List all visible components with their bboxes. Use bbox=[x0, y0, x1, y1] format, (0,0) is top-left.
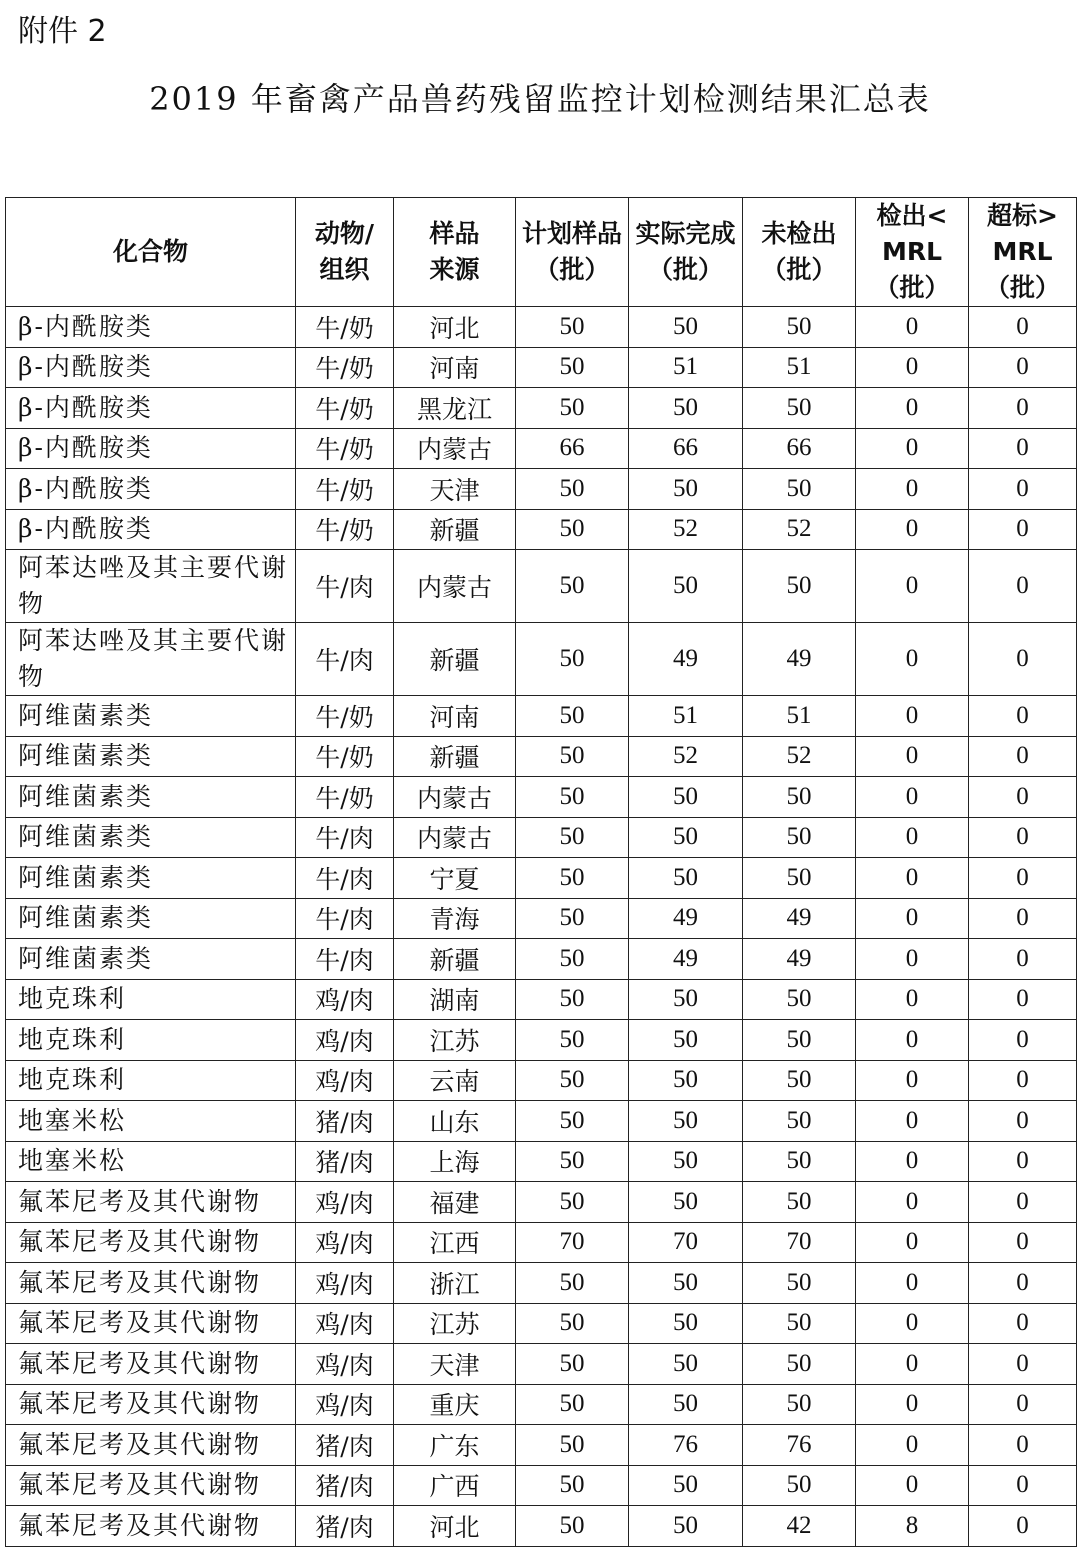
cell-source: 江苏 bbox=[394, 1303, 516, 1344]
table-row bbox=[6, 388, 1077, 429]
cell-actual: 49 bbox=[629, 623, 743, 696]
cell-actual: 49 bbox=[629, 939, 743, 980]
cell-actual: 51 bbox=[629, 696, 743, 737]
header-compound: 化合物 bbox=[6, 198, 296, 307]
cell-above-mrl: 0 bbox=[969, 736, 1077, 777]
cell-source: 河北 bbox=[394, 307, 516, 348]
cell-source: 广西 bbox=[394, 1465, 516, 1506]
table-row bbox=[6, 1020, 1077, 1061]
table-row bbox=[6, 428, 1077, 469]
cell-actual: 52 bbox=[629, 509, 743, 550]
cell-not-detected: 51 bbox=[743, 347, 856, 388]
table-row bbox=[6, 550, 1077, 623]
cell-not-detected: 50 bbox=[743, 1384, 856, 1425]
cell-below-mrl: 0 bbox=[856, 696, 969, 737]
cell-planned: 50 bbox=[516, 550, 629, 623]
cell-compound: 地塞米松 bbox=[6, 1141, 296, 1182]
header-not-detected: 未检出（批） bbox=[743, 198, 856, 307]
table-row bbox=[6, 898, 1077, 939]
cell-planned: 50 bbox=[516, 898, 629, 939]
cell-animal: 鸡/肉 bbox=[296, 1263, 394, 1304]
cell-planned: 50 bbox=[516, 777, 629, 818]
cell-compound: 氟苯尼考及其代谢物 bbox=[6, 1182, 296, 1223]
cell-compound: 地克珠利 bbox=[6, 1060, 296, 1101]
header-animal: 动物/组织 bbox=[296, 198, 394, 307]
cell-above-mrl: 0 bbox=[969, 858, 1077, 899]
cell-source: 内蒙古 bbox=[394, 777, 516, 818]
cell-planned: 50 bbox=[516, 696, 629, 737]
cell-compound: 氟苯尼考及其代谢物 bbox=[6, 1263, 296, 1304]
cell-animal: 猪/肉 bbox=[296, 1425, 394, 1466]
cell-planned: 50 bbox=[516, 469, 629, 510]
cell-below-mrl: 0 bbox=[856, 817, 969, 858]
cell-above-mrl: 0 bbox=[969, 777, 1077, 818]
cell-actual: 49 bbox=[629, 898, 743, 939]
cell-planned: 50 bbox=[516, 509, 629, 550]
cell-source: 重庆 bbox=[394, 1384, 516, 1425]
cell-above-mrl: 0 bbox=[969, 1506, 1077, 1547]
cell-above-mrl: 0 bbox=[969, 939, 1077, 980]
cell-source: 新疆 bbox=[394, 623, 516, 696]
cell-below-mrl: 0 bbox=[856, 1344, 969, 1385]
cell-below-mrl: 0 bbox=[856, 1182, 969, 1223]
cell-actual: 50 bbox=[629, 1344, 743, 1385]
table-row bbox=[6, 1222, 1077, 1263]
cell-actual: 50 bbox=[629, 777, 743, 818]
cell-animal: 牛/奶 bbox=[296, 347, 394, 388]
cell-below-mrl: 0 bbox=[856, 898, 969, 939]
cell-actual: 50 bbox=[629, 1182, 743, 1223]
cell-not-detected: 51 bbox=[743, 696, 856, 737]
table-row bbox=[6, 858, 1077, 899]
cell-below-mrl: 0 bbox=[856, 777, 969, 818]
cell-animal: 牛/奶 bbox=[296, 428, 394, 469]
cell-above-mrl: 0 bbox=[969, 1465, 1077, 1506]
table-row bbox=[6, 307, 1077, 348]
cell-not-detected: 66 bbox=[743, 428, 856, 469]
cell-animal: 牛/奶 bbox=[296, 509, 394, 550]
cell-actual: 51 bbox=[629, 347, 743, 388]
cell-animal: 牛/肉 bbox=[296, 939, 394, 980]
table-row bbox=[6, 1506, 1077, 1547]
cell-planned: 50 bbox=[516, 939, 629, 980]
table-row bbox=[6, 1141, 1077, 1182]
header-above-mrl: 超标>MRL（批） bbox=[969, 198, 1077, 307]
cell-source: 青海 bbox=[394, 898, 516, 939]
cell-below-mrl: 0 bbox=[856, 509, 969, 550]
cell-above-mrl: 0 bbox=[969, 1263, 1077, 1304]
cell-planned: 66 bbox=[516, 428, 629, 469]
cell-compound: β-内酰胺类 bbox=[6, 469, 296, 510]
cell-source: 河南 bbox=[394, 696, 516, 737]
cell-source: 湖南 bbox=[394, 979, 516, 1020]
cell-above-mrl: 0 bbox=[969, 307, 1077, 348]
cell-compound: 阿维菌素类 bbox=[6, 736, 296, 777]
cell-below-mrl: 0 bbox=[856, 428, 969, 469]
cell-not-detected: 50 bbox=[743, 1303, 856, 1344]
cell-not-detected: 50 bbox=[743, 550, 856, 623]
attachment-label: 附件 2 bbox=[18, 14, 107, 49]
cell-below-mrl: 0 bbox=[856, 1101, 969, 1142]
cell-compound: 阿苯达唑及其主要代谢物 bbox=[6, 550, 296, 623]
cell-source: 江苏 bbox=[394, 1020, 516, 1061]
cell-actual: 50 bbox=[629, 1465, 743, 1506]
cell-below-mrl: 0 bbox=[856, 1384, 969, 1425]
cell-below-mrl: 0 bbox=[856, 736, 969, 777]
cell-above-mrl: 0 bbox=[969, 1303, 1077, 1344]
cell-above-mrl: 0 bbox=[969, 509, 1077, 550]
cell-not-detected: 42 bbox=[743, 1506, 856, 1547]
cell-above-mrl: 0 bbox=[969, 1384, 1077, 1425]
cell-source: 浙江 bbox=[394, 1263, 516, 1304]
cell-above-mrl: 0 bbox=[969, 898, 1077, 939]
cell-compound: 地塞米松 bbox=[6, 1101, 296, 1142]
page-title: 2019 年畜禽产品兽药残留监控计划检测结果汇总表 bbox=[149, 80, 931, 118]
cell-below-mrl: 0 bbox=[856, 469, 969, 510]
cell-animal: 猪/肉 bbox=[296, 1101, 394, 1142]
cell-planned: 50 bbox=[516, 1425, 629, 1466]
header-planned: 计划样品（批） bbox=[516, 198, 629, 307]
cell-actual: 50 bbox=[629, 1263, 743, 1304]
cell-compound: 阿维菌素类 bbox=[6, 898, 296, 939]
cell-actual: 50 bbox=[629, 388, 743, 429]
cell-actual: 50 bbox=[629, 469, 743, 510]
cell-animal: 鸡/肉 bbox=[296, 1222, 394, 1263]
cell-planned: 50 bbox=[516, 1141, 629, 1182]
cell-not-detected: 50 bbox=[743, 1141, 856, 1182]
cell-not-detected: 52 bbox=[743, 509, 856, 550]
cell-animal: 鸡/肉 bbox=[296, 1060, 394, 1101]
cell-planned: 50 bbox=[516, 817, 629, 858]
table-row bbox=[6, 1101, 1077, 1142]
cell-planned: 50 bbox=[516, 1263, 629, 1304]
cell-planned: 50 bbox=[516, 979, 629, 1020]
cell-not-detected: 50 bbox=[743, 1020, 856, 1061]
cell-not-detected: 50 bbox=[743, 1465, 856, 1506]
cell-source: 新疆 bbox=[394, 509, 516, 550]
cell-animal: 牛/肉 bbox=[296, 898, 394, 939]
cell-not-detected: 52 bbox=[743, 736, 856, 777]
cell-below-mrl: 0 bbox=[856, 1465, 969, 1506]
cell-below-mrl: 0 bbox=[856, 623, 969, 696]
cell-not-detected: 50 bbox=[743, 1060, 856, 1101]
cell-actual: 50 bbox=[629, 1060, 743, 1101]
cell-below-mrl: 0 bbox=[856, 1020, 969, 1061]
cell-compound: β-内酰胺类 bbox=[6, 428, 296, 469]
cell-actual: 50 bbox=[629, 817, 743, 858]
cell-above-mrl: 0 bbox=[969, 696, 1077, 737]
cell-source: 宁夏 bbox=[394, 858, 516, 899]
table-row bbox=[6, 1182, 1077, 1223]
cell-below-mrl: 0 bbox=[856, 1425, 969, 1466]
header-below-mrl: 检出<MRL（批） bbox=[856, 198, 969, 307]
cell-planned: 50 bbox=[516, 1182, 629, 1223]
cell-not-detected: 50 bbox=[743, 817, 856, 858]
table-row bbox=[6, 509, 1077, 550]
cell-animal: 牛/奶 bbox=[296, 696, 394, 737]
cell-planned: 50 bbox=[516, 623, 629, 696]
cell-not-detected: 50 bbox=[743, 1182, 856, 1223]
cell-animal: 鸡/肉 bbox=[296, 1344, 394, 1385]
cell-source: 山东 bbox=[394, 1101, 516, 1142]
table-row bbox=[6, 939, 1077, 980]
cell-compound: 地克珠利 bbox=[6, 1020, 296, 1061]
cell-not-detected: 49 bbox=[743, 898, 856, 939]
cell-not-detected: 49 bbox=[743, 939, 856, 980]
cell-animal: 鸡/肉 bbox=[296, 1020, 394, 1061]
cell-animal: 鸡/肉 bbox=[296, 1384, 394, 1425]
table-row bbox=[6, 347, 1077, 388]
cell-compound: β-内酰胺类 bbox=[6, 388, 296, 429]
cell-planned: 50 bbox=[516, 388, 629, 429]
cell-compound: 氟苯尼考及其代谢物 bbox=[6, 1344, 296, 1385]
cell-above-mrl: 0 bbox=[969, 1101, 1077, 1142]
cell-actual: 50 bbox=[629, 1303, 743, 1344]
cell-animal: 鸡/肉 bbox=[296, 1303, 394, 1344]
cell-source: 天津 bbox=[394, 469, 516, 510]
cell-animal: 鸡/肉 bbox=[296, 1182, 394, 1223]
cell-compound: 氟苯尼考及其代谢物 bbox=[6, 1506, 296, 1547]
cell-above-mrl: 0 bbox=[969, 623, 1077, 696]
cell-planned: 50 bbox=[516, 1344, 629, 1385]
cell-actual: 52 bbox=[629, 736, 743, 777]
cell-actual: 50 bbox=[629, 1141, 743, 1182]
cell-animal: 牛/奶 bbox=[296, 736, 394, 777]
cell-not-detected: 50 bbox=[743, 307, 856, 348]
cell-above-mrl: 0 bbox=[969, 1060, 1077, 1101]
cell-below-mrl: 0 bbox=[856, 1303, 969, 1344]
cell-planned: 50 bbox=[516, 307, 629, 348]
cell-compound: 阿维菌素类 bbox=[6, 777, 296, 818]
table-row bbox=[6, 1060, 1077, 1101]
cell-planned: 50 bbox=[516, 1101, 629, 1142]
cell-above-mrl: 0 bbox=[969, 469, 1077, 510]
cell-not-detected: 50 bbox=[743, 1101, 856, 1142]
cell-below-mrl: 8 bbox=[856, 1506, 969, 1547]
cell-planned: 50 bbox=[516, 736, 629, 777]
table-row bbox=[6, 736, 1077, 777]
table-body bbox=[6, 307, 1077, 1547]
cell-source: 内蒙古 bbox=[394, 550, 516, 623]
cell-above-mrl: 0 bbox=[969, 347, 1077, 388]
cell-not-detected: 50 bbox=[743, 388, 856, 429]
cell-compound: 阿维菌素类 bbox=[6, 939, 296, 980]
table-row bbox=[6, 1465, 1077, 1506]
table-row bbox=[6, 1303, 1077, 1344]
cell-above-mrl: 0 bbox=[969, 550, 1077, 623]
cell-animal: 牛/肉 bbox=[296, 550, 394, 623]
cell-actual: 50 bbox=[629, 1506, 743, 1547]
cell-above-mrl: 0 bbox=[969, 1182, 1077, 1223]
table-row bbox=[6, 623, 1077, 696]
cell-compound: 地克珠利 bbox=[6, 979, 296, 1020]
cell-actual: 50 bbox=[629, 307, 743, 348]
table-row bbox=[6, 979, 1077, 1020]
cell-below-mrl: 0 bbox=[856, 388, 969, 429]
cell-actual: 50 bbox=[629, 1101, 743, 1142]
cell-source: 江西 bbox=[394, 1222, 516, 1263]
cell-below-mrl: 0 bbox=[856, 1141, 969, 1182]
cell-compound: 氟苯尼考及其代谢物 bbox=[6, 1425, 296, 1466]
cell-actual: 50 bbox=[629, 1020, 743, 1061]
cell-compound: 氟苯尼考及其代谢物 bbox=[6, 1384, 296, 1425]
cell-animal: 牛/肉 bbox=[296, 817, 394, 858]
cell-actual: 76 bbox=[629, 1425, 743, 1466]
cell-animal: 猪/肉 bbox=[296, 1506, 394, 1547]
cell-not-detected: 49 bbox=[743, 623, 856, 696]
cell-planned: 50 bbox=[516, 1060, 629, 1101]
table-row bbox=[6, 469, 1077, 510]
table-row bbox=[6, 817, 1077, 858]
cell-actual: 50 bbox=[629, 979, 743, 1020]
cell-animal: 猪/肉 bbox=[296, 1465, 394, 1506]
cell-below-mrl: 0 bbox=[856, 307, 969, 348]
cell-above-mrl: 0 bbox=[969, 388, 1077, 429]
cell-source: 内蒙古 bbox=[394, 817, 516, 858]
cell-below-mrl: 0 bbox=[856, 550, 969, 623]
cell-below-mrl: 0 bbox=[856, 1222, 969, 1263]
cell-not-detected: 50 bbox=[743, 469, 856, 510]
cell-source: 河北 bbox=[394, 1506, 516, 1547]
cell-source: 内蒙古 bbox=[394, 428, 516, 469]
cell-below-mrl: 0 bbox=[856, 1060, 969, 1101]
cell-not-detected: 50 bbox=[743, 1263, 856, 1304]
cell-not-detected: 50 bbox=[743, 1344, 856, 1385]
table-row bbox=[6, 1425, 1077, 1466]
cell-compound: 氟苯尼考及其代谢物 bbox=[6, 1465, 296, 1506]
cell-below-mrl: 0 bbox=[856, 858, 969, 899]
cell-animal: 牛/肉 bbox=[296, 858, 394, 899]
cell-animal: 牛/奶 bbox=[296, 388, 394, 429]
cell-animal: 猪/肉 bbox=[296, 1141, 394, 1182]
cell-above-mrl: 0 bbox=[969, 428, 1077, 469]
cell-compound: 氟苯尼考及其代谢物 bbox=[6, 1303, 296, 1344]
cell-source: 福建 bbox=[394, 1182, 516, 1223]
cell-planned: 50 bbox=[516, 1384, 629, 1425]
cell-actual: 50 bbox=[629, 1384, 743, 1425]
cell-below-mrl: 0 bbox=[856, 979, 969, 1020]
cell-planned: 50 bbox=[516, 1465, 629, 1506]
results-table bbox=[5, 197, 1077, 1547]
cell-actual: 66 bbox=[629, 428, 743, 469]
cell-above-mrl: 0 bbox=[969, 1344, 1077, 1385]
cell-compound: β-内酰胺类 bbox=[6, 509, 296, 550]
cell-source: 新疆 bbox=[394, 939, 516, 980]
header-source: 样品来源 bbox=[394, 198, 516, 307]
cell-not-detected: 50 bbox=[743, 979, 856, 1020]
cell-compound: β-内酰胺类 bbox=[6, 307, 296, 348]
cell-planned: 50 bbox=[516, 1303, 629, 1344]
header-actual: 实际完成（批） bbox=[629, 198, 743, 307]
cell-animal: 牛/奶 bbox=[296, 469, 394, 510]
table-row bbox=[6, 1344, 1077, 1385]
cell-compound: 阿维菌素类 bbox=[6, 696, 296, 737]
cell-compound: 阿苯达唑及其主要代谢物 bbox=[6, 623, 296, 696]
cell-compound: 阿维菌素类 bbox=[6, 817, 296, 858]
cell-planned: 50 bbox=[516, 1020, 629, 1061]
cell-compound: β-内酰胺类 bbox=[6, 347, 296, 388]
cell-actual: 50 bbox=[629, 550, 743, 623]
cell-source: 新疆 bbox=[394, 736, 516, 777]
cell-planned: 50 bbox=[516, 1506, 629, 1547]
cell-actual: 70 bbox=[629, 1222, 743, 1263]
cell-below-mrl: 0 bbox=[856, 939, 969, 980]
cell-animal: 牛/肉 bbox=[296, 623, 394, 696]
table-header-row bbox=[6, 198, 1077, 307]
cell-source: 天津 bbox=[394, 1344, 516, 1385]
table-row bbox=[6, 696, 1077, 737]
cell-above-mrl: 0 bbox=[969, 1020, 1077, 1061]
cell-above-mrl: 0 bbox=[969, 817, 1077, 858]
table-row bbox=[6, 1384, 1077, 1425]
cell-animal: 鸡/肉 bbox=[296, 979, 394, 1020]
cell-not-detected: 50 bbox=[743, 858, 856, 899]
cell-compound: 氟苯尼考及其代谢物 bbox=[6, 1222, 296, 1263]
cell-below-mrl: 0 bbox=[856, 1263, 969, 1304]
cell-source: 云南 bbox=[394, 1060, 516, 1101]
cell-compound: 阿维菌素类 bbox=[6, 858, 296, 899]
cell-source: 黑龙江 bbox=[394, 388, 516, 429]
cell-planned: 70 bbox=[516, 1222, 629, 1263]
cell-actual: 50 bbox=[629, 858, 743, 899]
cell-source: 上海 bbox=[394, 1141, 516, 1182]
cell-above-mrl: 0 bbox=[969, 1425, 1077, 1466]
cell-not-detected: 50 bbox=[743, 777, 856, 818]
cell-above-mrl: 0 bbox=[969, 979, 1077, 1020]
table-row bbox=[6, 777, 1077, 818]
cell-animal: 牛/奶 bbox=[296, 777, 394, 818]
cell-not-detected: 70 bbox=[743, 1222, 856, 1263]
cell-planned: 50 bbox=[516, 858, 629, 899]
cell-source: 广东 bbox=[394, 1425, 516, 1466]
cell-above-mrl: 0 bbox=[969, 1141, 1077, 1182]
cell-not-detected: 76 bbox=[743, 1425, 856, 1466]
cell-animal: 牛/奶 bbox=[296, 307, 394, 348]
cell-below-mrl: 0 bbox=[856, 347, 969, 388]
cell-above-mrl: 0 bbox=[969, 1222, 1077, 1263]
cell-source: 河南 bbox=[394, 347, 516, 388]
cell-planned: 50 bbox=[516, 347, 629, 388]
table-row bbox=[6, 1263, 1077, 1304]
